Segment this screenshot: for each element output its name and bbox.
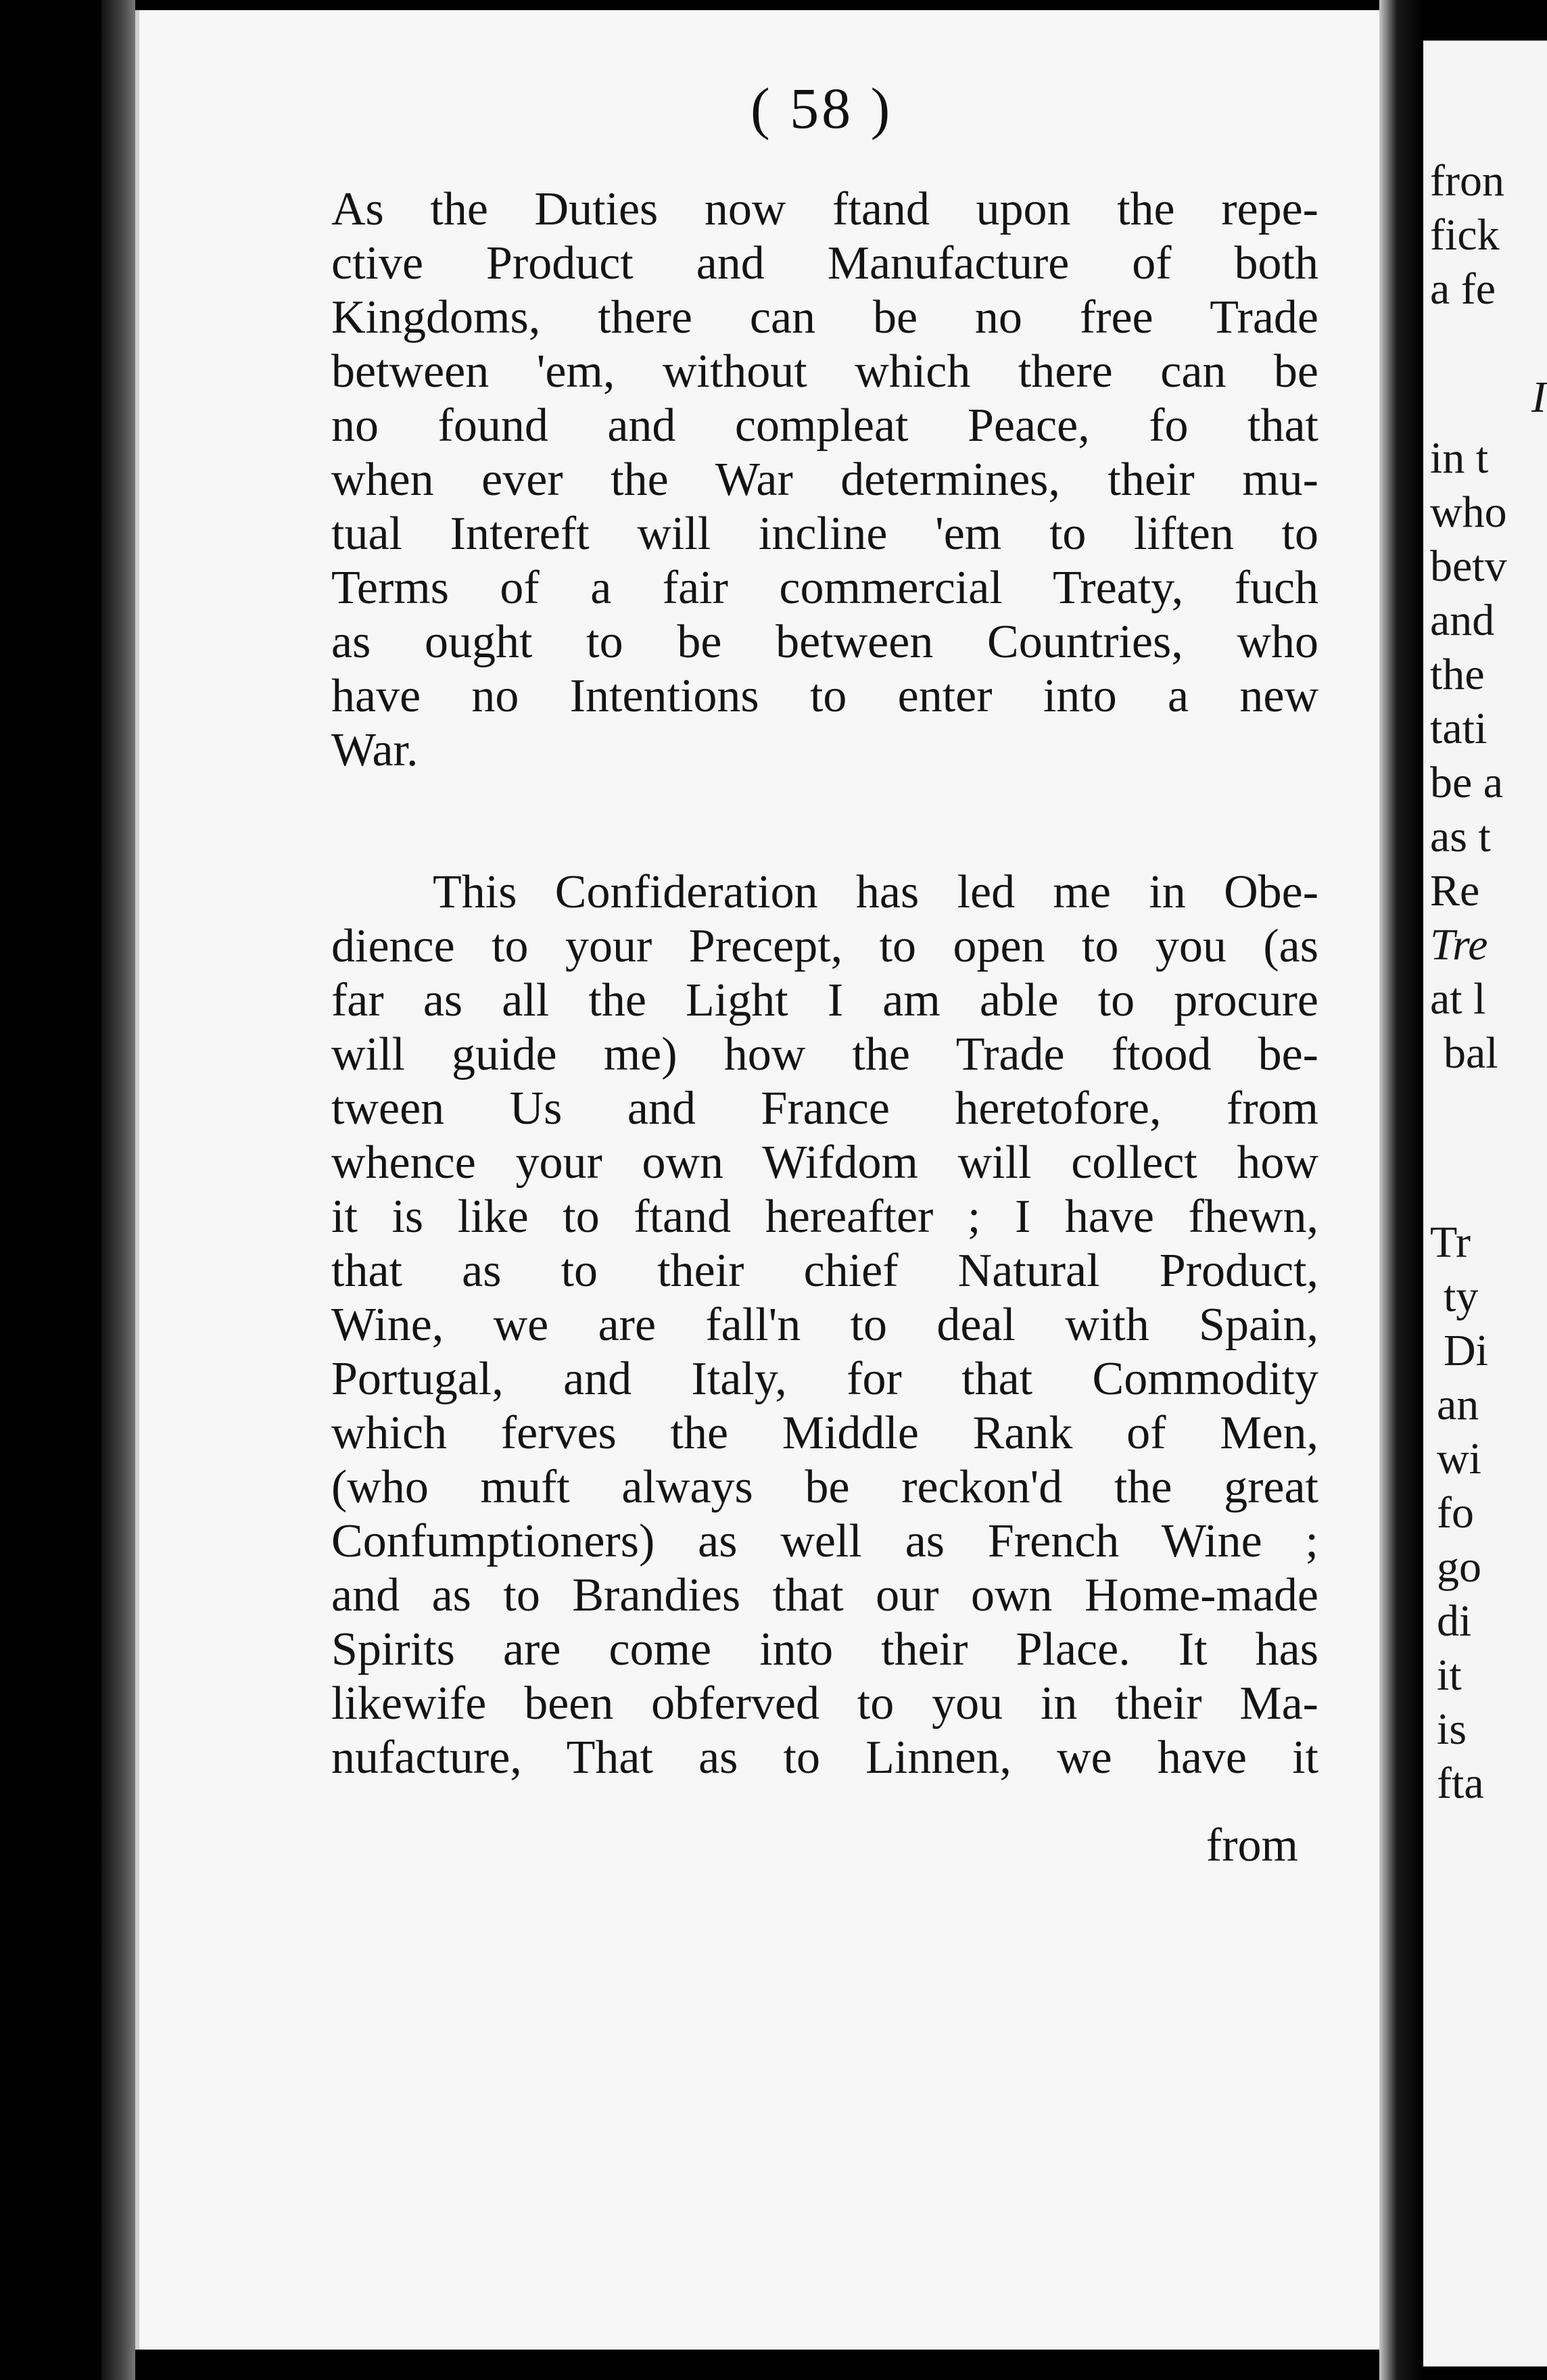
- page-number: ( 58 ): [751, 76, 893, 141]
- right-page-line: Di: [1444, 1326, 1488, 1375]
- text-line: Confumptioners) as well as French Wine ;: [331, 1515, 1318, 1567]
- right-page-line: Tr: [1430, 1218, 1471, 1267]
- right-page-line: I: [1531, 373, 1546, 422]
- text-line: have no Intentions to enter into a new: [331, 670, 1318, 722]
- text-line: Wine, we are fall'n to deal with Spain,: [331, 1299, 1318, 1351]
- right-page-line: at l: [1430, 974, 1486, 1024]
- right-page-line: di: [1437, 1596, 1472, 1646]
- text-line: (who muft always be reckon'd the great: [331, 1461, 1318, 1513]
- text-line: between 'em, without which there can be: [331, 346, 1318, 398]
- text-line: it is like to ftand hereafter ; I have fhewn,: [331, 1191, 1318, 1243]
- right-page-line: and: [1430, 596, 1495, 645]
- text-line: far as all the Light I am able to procure: [331, 974, 1318, 1026]
- text-line: tual Intereft will incline 'em to liften to: [331, 508, 1318, 560]
- text-line: Spirits are come into their Place. It has: [331, 1623, 1318, 1675]
- right-page-line: fick: [1430, 210, 1500, 260]
- text-line: Portugal, and Italy, for that Commodity: [331, 1353, 1318, 1405]
- right-page-line: fo: [1437, 1488, 1474, 1538]
- right-page-line: go: [1437, 1542, 1481, 1592]
- right-page-line: as t: [1430, 812, 1491, 861]
- text-line: will guide me) how the Trade ftood be-: [331, 1028, 1318, 1080]
- right-page-line: in t: [1430, 433, 1489, 483]
- text-line: As the Duties now ftand upon the repe-: [331, 183, 1318, 235]
- right-page-line: who: [1430, 487, 1507, 537]
- text-line: War.: [331, 724, 419, 776]
- right-page-line: ty: [1444, 1272, 1479, 1321]
- text-line: and as to Brandies that our own Home-made: [331, 1569, 1318, 1621]
- right-page-line: a fe: [1430, 264, 1496, 314]
- right-page-line: it: [1437, 1650, 1462, 1700]
- text-line: that as to their chief Natural Product,: [331, 1245, 1318, 1297]
- paragraph-gap: [331, 778, 1318, 865]
- text-line: which ferves the Middle Rank of Men,: [331, 1407, 1318, 1459]
- gutter-shadow: [1379, 0, 1423, 2380]
- text-line: This Confideration has led me in Obe-: [433, 866, 1318, 918]
- text-line: no found and compleat Peace, fo that: [331, 400, 1318, 452]
- text-line: dience to your Precept, to open to you (as: [331, 920, 1318, 972]
- right-page-line: bal: [1444, 1028, 1498, 1078]
- right-page-line: Tre: [1430, 920, 1488, 970]
- text-line: whence your own Wifdom will collect how: [331, 1137, 1318, 1189]
- text-line: when ever the War determines, their mu-: [331, 454, 1318, 506]
- right-page-line: fron: [1430, 156, 1504, 206]
- right-page-line: be a: [1430, 758, 1504, 807]
- right-page-line: an: [1437, 1380, 1479, 1429]
- right-page-fragment: [1423, 41, 1547, 2366]
- catchword: from: [1206, 1819, 1298, 1872]
- text-line: Terms of a fair commercial Treaty, fuch: [331, 562, 1318, 614]
- text-line: likewife been obferved to you in their Ma-: [331, 1677, 1318, 1730]
- page-text: [331, 183, 1318, 1785]
- right-page-line: Re: [1430, 866, 1480, 915]
- text-line: tween Us and France heretofore, from: [331, 1082, 1318, 1135]
- text-line: Kingdoms, there can be no free Trade: [331, 291, 1318, 343]
- right-page-line: tati: [1430, 704, 1488, 753]
- right-page-line: wi: [1437, 1434, 1481, 1483]
- book-spine-shadow: [101, 0, 135, 2380]
- text-line: nufacture, That as to Linnen, we have it: [331, 1732, 1318, 1784]
- text-line: ctive Product and Manufacture of both: [331, 237, 1318, 289]
- right-page-line: the: [1430, 650, 1485, 699]
- text-line: as ought to be between Countries, who: [331, 616, 1318, 668]
- right-page-line: betv: [1430, 542, 1507, 591]
- right-page-line: is: [1437, 1705, 1467, 1754]
- right-page-line: fta: [1437, 1759, 1484, 1808]
